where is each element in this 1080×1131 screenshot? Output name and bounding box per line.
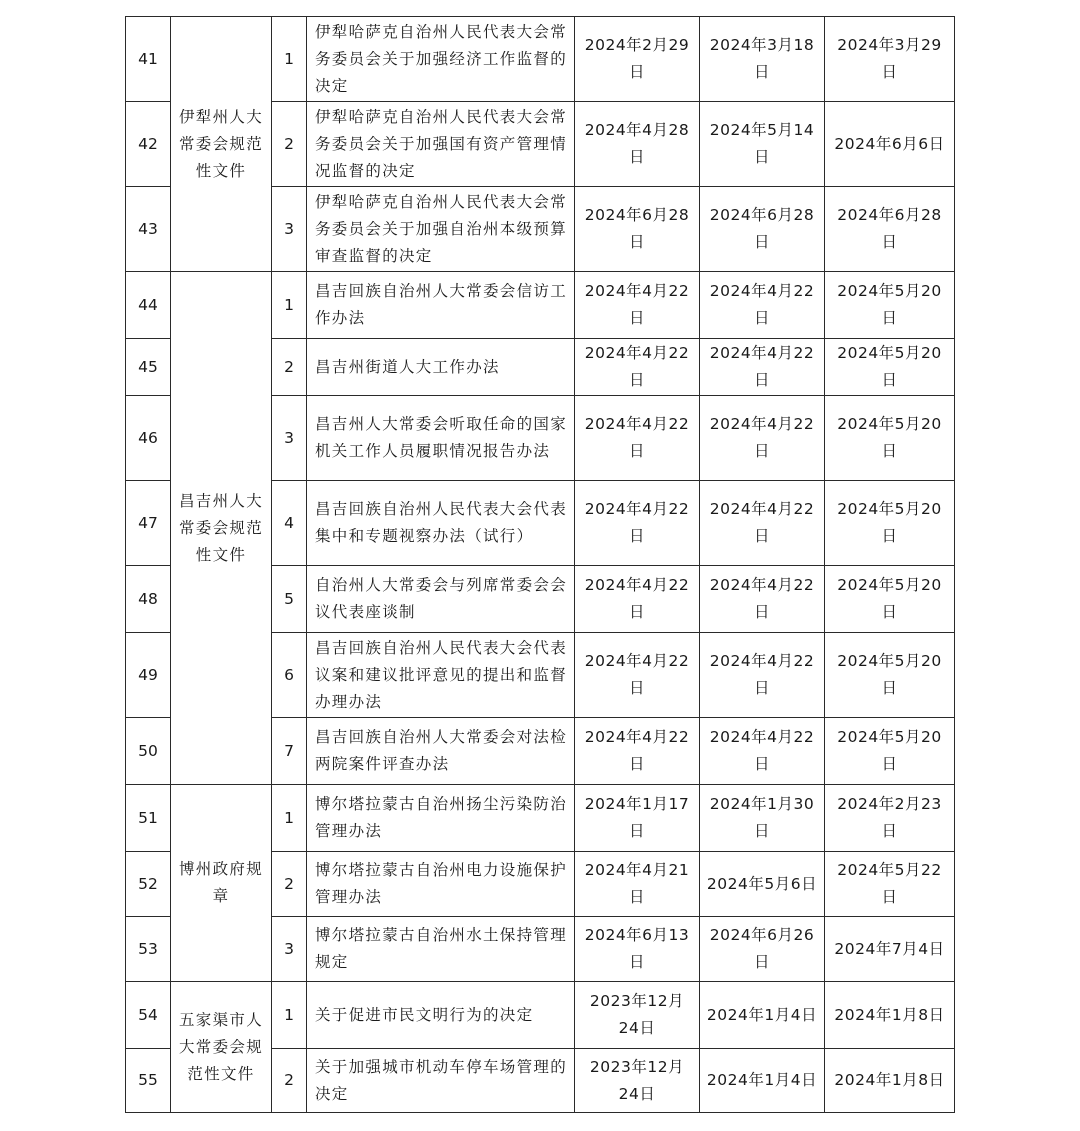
row-number: 54 [126,982,171,1049]
row-number: 53 [126,917,171,982]
date-published: 2024年4月22日 [700,633,825,718]
document-title: 博尔塔拉蒙古自治州扬尘污染防治管理办法 [307,785,575,852]
document-title: 昌吉回族自治州人民代表大会代表集中和专题视察办法（试行） [307,481,575,566]
group-index: 1 [272,982,307,1049]
row-number: 48 [126,566,171,633]
table-row [126,272,955,339]
date-filed: 2024年1月8日 [825,982,955,1049]
document-title: 昌吉回族自治州人民代表大会代表议案和建议批评意见的提出和监督办理办法 [307,633,575,718]
table-row [126,17,955,102]
document-title: 博尔塔拉蒙古自治州电力设施保护管理办法 [307,852,575,917]
group-index: 3 [272,917,307,982]
table-row [126,785,955,852]
date-filed: 2024年1月8日 [825,1049,955,1113]
row-number: 49 [126,633,171,718]
date-adopted: 2024年4月22日 [575,633,700,718]
date-published: 2024年5月14日 [700,102,825,187]
date-published: 2024年4月22日 [700,481,825,566]
date-published: 2024年1月4日 [700,1049,825,1113]
row-number: 46 [126,396,171,481]
date-published: 2024年4月22日 [700,396,825,481]
issuer-cell: 昌吉州人大常委会规范性文件 [171,272,272,785]
document-title: 昌吉州街道人大工作办法 [307,339,575,396]
date-filed: 2024年7月4日 [825,917,955,982]
issuer-cell: 五家渠市人大常委会规范性文件 [171,982,272,1113]
date-adopted: 2024年4月22日 [575,339,700,396]
date-published: 2024年4月22日 [700,339,825,396]
row-number: 50 [126,718,171,785]
date-published: 2024年5月6日 [700,852,825,917]
table-row [126,982,955,1049]
date-filed: 2024年5月22日 [825,852,955,917]
date-filed: 2024年5月20日 [825,633,955,718]
document-title: 伊犁哈萨克自治州人民代表大会常务委员会关于加强自治州本级预算审查监督的决定 [307,187,575,272]
regulations-table-container [125,16,955,1113]
row-number: 55 [126,1049,171,1113]
document-title: 关于加强城市机动车停车场管理的决定 [307,1049,575,1113]
row-number: 42 [126,102,171,187]
date-adopted: 2024年1月17日 [575,785,700,852]
group-index: 1 [272,17,307,102]
date-adopted: 2023年12月24日 [575,982,700,1049]
group-index: 1 [272,272,307,339]
date-published: 2024年6月26日 [700,917,825,982]
date-filed: 2024年5月20日 [825,272,955,339]
document-title: 昌吉回族自治州人大常委会对法检两院案件评查办法 [307,718,575,785]
date-filed: 2024年5月20日 [825,481,955,566]
date-filed: 2024年5月20日 [825,718,955,785]
date-filed: 2024年5月20日 [825,396,955,481]
date-filed: 2024年6月6日 [825,102,955,187]
date-filed: 2024年3月29日 [825,17,955,102]
group-index: 5 [272,566,307,633]
date-adopted: 2024年2月29日 [575,17,700,102]
document-title: 关于促进市民文明行为的决定 [307,982,575,1049]
date-filed: 2024年2月23日 [825,785,955,852]
date-adopted: 2024年4月22日 [575,272,700,339]
date-filed: 2024年6月28日 [825,187,955,272]
group-index: 1 [272,785,307,852]
date-published: 2024年4月22日 [700,718,825,785]
document-title: 伊犁哈萨克自治州人民代表大会常务委员会关于加强经济工作监督的决定 [307,17,575,102]
date-adopted: 2024年4月22日 [575,481,700,566]
document-title: 伊犁哈萨克自治州人民代表大会常务委员会关于加强国有资产管理情况监督的决定 [307,102,575,187]
group-index: 4 [272,481,307,566]
date-published: 2024年4月22日 [700,272,825,339]
date-adopted: 2024年4月22日 [575,566,700,633]
regulations-table [125,16,955,1113]
document-title: 昌吉回族自治州人大常委会信访工作办法 [307,272,575,339]
date-adopted: 2024年6月28日 [575,187,700,272]
date-adopted: 2024年4月28日 [575,102,700,187]
date-published: 2024年3月18日 [700,17,825,102]
group-index: 2 [272,339,307,396]
date-adopted: 2024年6月13日 [575,917,700,982]
document-title: 自治州人大常委会与列席常委会会议代表座谈制 [307,566,575,633]
date-filed: 2024年5月20日 [825,566,955,633]
group-index: 3 [272,187,307,272]
row-number: 45 [126,339,171,396]
date-adopted: 2024年4月22日 [575,396,700,481]
row-number: 47 [126,481,171,566]
document-title: 昌吉州人大常委会听取任命的国家机关工作人员履职情况报告办法 [307,396,575,481]
date-published: 2024年1月30日 [700,785,825,852]
row-number: 43 [126,187,171,272]
row-number: 44 [126,272,171,339]
date-adopted: 2024年4月21日 [575,852,700,917]
issuer-cell: 博州政府规章 [171,785,272,982]
date-published: 2024年1月4日 [700,982,825,1049]
document-title: 博尔塔拉蒙古自治州水土保持管理规定 [307,917,575,982]
date-published: 2024年4月22日 [700,566,825,633]
date-adopted: 2024年4月22日 [575,718,700,785]
row-number: 52 [126,852,171,917]
group-index: 3 [272,396,307,481]
group-index: 2 [272,102,307,187]
date-filed: 2024年5月20日 [825,339,955,396]
row-number: 51 [126,785,171,852]
issuer-cell: 伊犁州人大常委会规范性文件 [171,17,272,272]
date-adopted: 2023年12月24日 [575,1049,700,1113]
table-body [126,17,955,1113]
date-published: 2024年6月28日 [700,187,825,272]
group-index: 2 [272,852,307,917]
group-index: 7 [272,718,307,785]
group-index: 2 [272,1049,307,1113]
row-number: 41 [126,17,171,102]
group-index: 6 [272,633,307,718]
